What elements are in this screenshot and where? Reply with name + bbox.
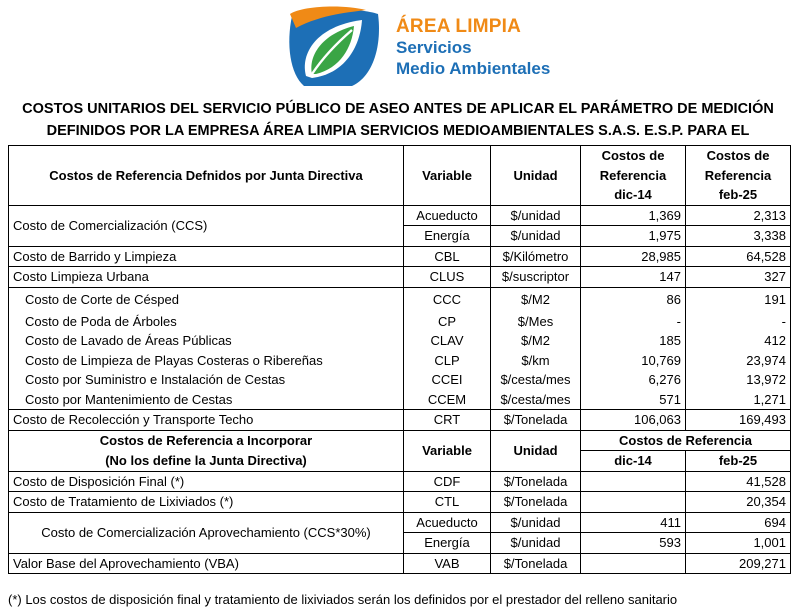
row-label: Costo de Tratamiento de Lixiviados (*)	[9, 492, 404, 513]
row-feb25: 13,972	[686, 370, 791, 390]
section1-header-row	[9, 146, 791, 166]
table-row	[9, 312, 791, 332]
row-feb25: 20,354	[686, 492, 791, 513]
cost-table	[8, 145, 791, 574]
document-title-line-1: COSTOS UNITARIOS DEL SERVICIO PÚBLICO DE ASEO ANTES DE APLICAR EL PARÁMETRO DE MEDICIÓN	[22, 101, 774, 117]
table-row	[9, 492, 791, 513]
row-unidad: $/Mes	[491, 312, 581, 332]
row-unidad: $/unidad	[491, 226, 581, 247]
row-variable: Acueducto	[404, 205, 491, 226]
table-row	[9, 287, 791, 312]
table-row	[9, 471, 791, 492]
row-feb25: 3,338	[686, 226, 791, 247]
row-unidad: $/Kilómetro	[491, 246, 581, 267]
row-label: Costo de Corte de Césped	[9, 287, 404, 312]
row-label: Costo de Poda de Árboles	[9, 312, 404, 332]
row-feb25: 327	[686, 267, 791, 288]
row-unidad: $/cesta/mes	[491, 390, 581, 410]
row-feb25: 694	[686, 512, 791, 533]
table-row	[9, 370, 791, 390]
table-row	[9, 331, 791, 351]
row-unidad: $/unidad	[491, 512, 581, 533]
footnote: (*) Los costos de disposición final y tratamiento de lixiviados serán los definidos por el prestador del relleno sanitario	[8, 592, 678, 607]
header-variable: Variable	[404, 146, 491, 206]
row-dic14: 10,769	[581, 351, 686, 371]
row-unidad: $/Tonelada	[491, 410, 581, 431]
row-dic14: -	[581, 312, 686, 332]
row-variable: CP	[404, 312, 491, 332]
row-label: Costo por Mantenimiento de Cestas	[9, 390, 404, 410]
row-feb25: 2,313	[686, 205, 791, 226]
row-unidad: $/cesta/mes	[491, 370, 581, 390]
row-dic14: 411	[581, 512, 686, 533]
row-label: Valor Base del Aprovechamiento (VBA)	[9, 553, 404, 574]
row-dic14: 28,985	[581, 246, 686, 267]
logo-brand-name: ÁREA LIMPIA	[396, 16, 521, 37]
company-logo	[282, 4, 582, 88]
row-dic14	[581, 471, 686, 492]
row-unidad: $/unidad	[491, 205, 581, 226]
row-unidad: $/km	[491, 351, 581, 371]
row-dic14: 6,276	[581, 370, 686, 390]
table-row	[9, 410, 791, 431]
row-unidad: $/unidad	[491, 533, 581, 554]
row-variable: CBL	[404, 246, 491, 267]
row-variable: CCEM	[404, 390, 491, 410]
row-variable: CDF	[404, 471, 491, 492]
row-unidad: $/M2	[491, 287, 581, 312]
section2-header-row-2	[9, 451, 791, 472]
row-label: Costo de Recolección y Transporte Techo	[9, 410, 404, 431]
section2-header-label-b: (No los define la Junta Directiva)	[9, 451, 404, 472]
row-feb25: 169,493	[686, 410, 791, 431]
header-unidad: Unidad	[491, 430, 581, 471]
row-feb25: -	[686, 312, 791, 332]
header-col1-title-a: Costos de	[581, 146, 686, 166]
section2-header-row	[9, 430, 791, 451]
row-dic14: 571	[581, 390, 686, 410]
row-label: Costo por Suministro e Instalación de Cestas	[9, 370, 404, 390]
row-dic14: 147	[581, 267, 686, 288]
row-variable: CRT	[404, 410, 491, 431]
row-unidad: $/Tonelada	[491, 471, 581, 492]
table-row	[9, 512, 791, 533]
row-variable: CCEI	[404, 370, 491, 390]
header-col2-period: feb-25	[686, 185, 791, 205]
document-title-line-2: DEFINIDOS POR LA EMPRESA ÁREA LIMPIA SERVICIOS MEDIOAMBIENTALES S.A.S. E.S.P. PARA EL	[46, 123, 750, 139]
row-dic14: 86	[581, 287, 686, 312]
table-row	[9, 246, 791, 267]
row-label: Costo de Limpieza de Playas Costeras o Ribereñas	[9, 351, 404, 371]
row-variable: CLUS	[404, 267, 491, 288]
row-dic14: 1,975	[581, 226, 686, 247]
row-dic14: 1,369	[581, 205, 686, 226]
header-variable: Variable	[404, 430, 491, 471]
header-col2-title-a: Costos de	[686, 146, 791, 166]
header-unidad: Unidad	[491, 146, 581, 206]
header-col1-title-b: Referencia	[581, 166, 686, 186]
section2-header-label-a: Costos de Referencia a Incorporar	[9, 430, 404, 451]
logo-text	[396, 16, 550, 79]
row-label: Costo de Comercialización (CCS)	[9, 205, 404, 246]
row-feb25: 1,271	[686, 390, 791, 410]
logo-subtitle-1: Servicios	[396, 38, 472, 57]
row-dic14: 106,063	[581, 410, 686, 431]
row-label: Costo de Barrido y Limpieza	[9, 246, 404, 267]
row-dic14	[581, 553, 686, 574]
row-dic14: 185	[581, 331, 686, 351]
header-col2-title-b: Referencia	[686, 166, 791, 186]
table-row	[9, 267, 791, 288]
row-label: Costo de Lavado de Áreas Públicas	[9, 331, 404, 351]
row-dic14	[581, 492, 686, 513]
row-variable: CCC	[404, 287, 491, 312]
leaf-logo-icon	[282, 4, 386, 88]
row-variable: Energía	[404, 226, 491, 247]
row-variable: Acueducto	[404, 512, 491, 533]
header-col2-period: feb-25	[686, 451, 791, 472]
header-col1-period: dic-14	[581, 451, 686, 472]
header-costs-title: Costos de Referencia	[581, 430, 791, 451]
section1-header-label: Costos de Referencia Defnidos por Junta Directiva	[9, 146, 404, 206]
table-row	[9, 390, 791, 410]
row-variable: CLAV	[404, 331, 491, 351]
row-feb25: 64,528	[686, 246, 791, 267]
row-feb25: 1,001	[686, 533, 791, 554]
table-row	[9, 553, 791, 574]
row-variable: CLP	[404, 351, 491, 371]
row-variable: CTL	[404, 492, 491, 513]
row-unidad: $/M2	[491, 331, 581, 351]
row-dic14: 593	[581, 533, 686, 554]
row-feb25: 209,271	[686, 553, 791, 574]
row-feb25: 41,528	[686, 471, 791, 492]
row-feb25: 412	[686, 331, 791, 351]
row-variable: Energía	[404, 533, 491, 554]
row-unidad: $/Tonelada	[491, 553, 581, 574]
header-col1-period: dic-14	[581, 185, 686, 205]
row-label: Costo Limpieza Urbana	[9, 267, 404, 288]
row-label: Costo de Disposición Final (*)	[9, 471, 404, 492]
table-row	[9, 351, 791, 371]
row-unidad: $/Tonelada	[491, 492, 581, 513]
logo-subtitle-2: Medio Ambientales	[396, 59, 551, 78]
row-feb25: 23,974	[686, 351, 791, 371]
row-feb25: 191	[686, 287, 791, 312]
row-label: Costo de Comercialización Aprovechamiento (CCS*30%)	[9, 512, 404, 553]
row-variable: VAB	[404, 553, 491, 574]
table-row	[9, 205, 791, 226]
row-unidad: $/suscriptor	[491, 267, 581, 288]
